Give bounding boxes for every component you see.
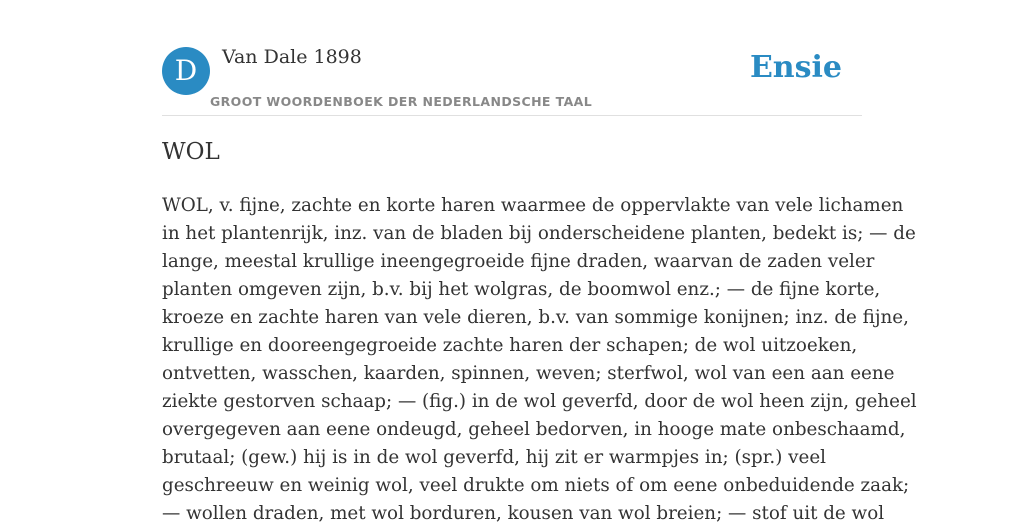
dictionary-header [162, 40, 862, 116]
definition-line: planten omgeven zijn, b.v. bij het wolgras, de boomwol enz.; — de fijne korte, [162, 279, 881, 300]
header-divider [162, 115, 862, 116]
definition-line: in het plantenrijk, inz. van de bladen bij onderscheidene planten, bedekt is; — de [162, 223, 916, 244]
definition-line: kroeze en zachte haren van vele dieren, b.v. van sommige konijnen; inz. de fijne, [162, 307, 909, 328]
logo-letter: D [174, 54, 198, 87]
dictionary-logo[interactable] [162, 47, 210, 95]
ensie-brand-link[interactable]: Ensie [749, 50, 842, 85]
definition-line: brutaal; (gew.) hij is in de wol geverfd, hij zit er warmpjes in; (spr.) veel [162, 447, 826, 468]
dictionary-title[interactable]: Van Dale 1898 [222, 46, 362, 68]
definition-line: lange, meestal krullige ineengegroeide fijne draden, waarvan de zaden veler [162, 251, 875, 272]
definition-line: — wollen draden, met wol borduren, kousen van wol breien; — stof uit de wol [162, 503, 885, 524]
definition-line: WOL, v. fijne, zachte en korte haren waarmee de oppervlakte van vele lichamen [162, 195, 904, 216]
dictionary-subtitle: GROOT WOORDENBOEK DER NEDERLANDSCHE TAAL [210, 94, 593, 109]
entry-headword: WOL [162, 139, 220, 165]
definition-line: overgegeven aan eene ondeugd, geheel bedorven, in hooge mate onbeschaamd, [162, 419, 906, 440]
entry-definition [162, 192, 917, 528]
definition-line: geschreeuw en weinig wol, veel drukte om niets of om eene onbeduidende zaak; [162, 475, 910, 496]
definition-line: krullige en dooreengegroeide zachte haren der schapen; de wol uitzoeken, [162, 335, 858, 356]
definition-line: ontvetten, wasschen, kaarden, spinnen, weven; sterfwol, wol van een aan eene [162, 363, 895, 384]
definition-line: ziekte gestorven schaap; — (fig.) in de wol geverfd, door de wol heen zijn, geheel [162, 391, 917, 412]
